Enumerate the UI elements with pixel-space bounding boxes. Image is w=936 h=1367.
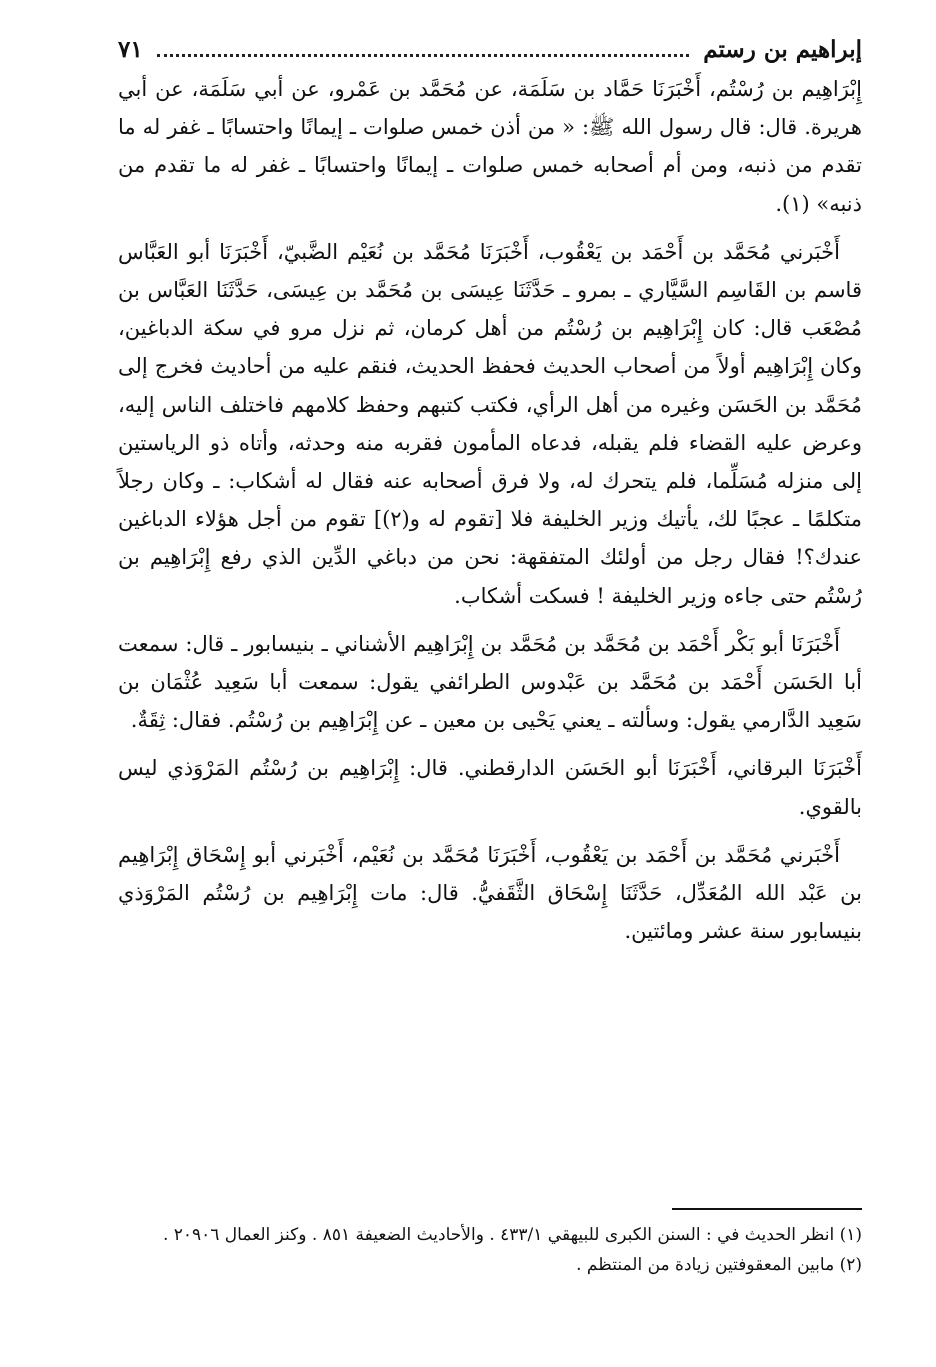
main-text [118,70,862,950]
footnote-1: (١) انظر الحديث في : السنن الكبرى للبيهقي ٤٣٣/١ . والأحاديث الضعيفة ٨٥١ . وكنز العمال ٢٠٩٠٦ . [162,1225,862,1245]
paragraph-1: إِبْرَاهِيم بن رُسْتُم، أَخْبَرَنَا حَمَّاد بن سَلَمَة، عن مُحَمَّد بن عَمْرو، عن أبي سَلَمَة، عن أبي هريرة. قال: قال رسول الله ﷺ: « من أذن خمس صلوات ـ إيمانًا واحتسابًا ـ غفر له ما تقدم من ذنبه، ومن أم أصحابه خمس صلوات ـ إيمانًا واحتسابًا ـ غفر له ما تقدم من ذنبه» (١). [118,77,862,216]
running-title: إبراهيم بن رستم [703,36,862,63]
paragraph-4: أَخْبَرَنَا البرقاني، أَخْبَرَنَا أبو الحَسَن الدارقطني. قال: إِبْرَاهِيم بن رُسْتُم المَرْوَذي ليس بالقوي. [118,756,862,819]
paragraph-3: أَخْبَرَنَا أبو بَكْر أَحْمَد بن مُحَمَّد بن مُحَمَّد بن إِبْرَاهِيم الأشناني ـ بنيسابور ـ قال: سمعت أبا الحَسَن أَحْمَد بن مُحَمَّد بن عَبْدوس الطرائفي يقول: سمعت أبا سَعِيد عُثْمَان بن سَعِيد الدَّارمي يقول: وسألته ـ يعني يَحْيى بن معين ـ عن إِبْرَاهِيم بن رُسْتُم. فقال: ثِقَةٌ. [118,631,862,733]
footnote-separator [672,1208,862,1210]
leader-dots [157,54,689,57]
footnote-2: (٢) مابين المعقوفتين زيادة من المنتظم . [576,1255,862,1275]
footnotes [118,1208,862,1280]
paragraph-2: أَخْبَرني مُحَمَّد بن أَحْمَد بن يَعْقُوب، أَخْبَرَنَا مُحَمَّد بن نُعَيْم الضَّبيّ، أَخْبَرَنَا أبو العَبَّاس قاسم بن القَاسِم السَّيَّاري ـ بمرو ـ حَدَّثَنَا عِيسَى بن مُحَمَّد بن عِيسَى، حَدَّثَنَا العَبَّاس بن مُصْعَب قال: كان إِبْرَاهِيم بن رُسْتُم من أهل كرمان، ثم نزل مرو في سكة الدباغين، وكان إِبْرَاهِيم أولاً من أصحاب الحديث فحفظ الحديث، فنقم عليه من أحاديث فخرج إلى مُحَمَّد بن الحَسَن وغيره من أهل الرأي، فكتب كتبهم وحفظ كلامهم فاختلف الناس إليه، وعرض عليه القضاء فلم يقبله، فدعاه المأمون فقربه منه وحدثه، وأتاه ذو الرياستين إلى منزله مُسَلِّما، فلم يتحرك له، ولا فرق أصحابه عنه فقال له أشكاب: ـ وكان رجلاً متكلمًا ـ عجبًا لك، يأتيك وزير الخليفة فلا [تقوم له و(٢)] تقوم من أجل هؤلاء الدباغين عندك؟! فقال رجل من أولئك المتفقهة: نحن من دباغي الدِّين الذي رفع إِبْرَاهِيم بن رُسْتُم حتى جاءه وزير الخليفة ! فسكت أشكاب. [118,239,862,608]
running-header [118,34,862,68]
paragraph-5: أَخْبَرني مُحَمَّد بن أَحْمَد بن يَعْقُوب، أَخْبَرَنَا مُحَمَّد بن نُعَيْم، أَخْبَرني أبو إِسْحَاق إِبْرَاهِيم بن عَبْد الله المُعَدِّل، حَدَّثَنَا إِسْحَاق الثَّقَفيُّ. قال: مات إِبْرَاهِيم بن رُسْتُم المَرْوَذي بنيسابور سنة عشر ومائتين. [118,842,862,944]
page-number: ٧١ [118,36,143,63]
